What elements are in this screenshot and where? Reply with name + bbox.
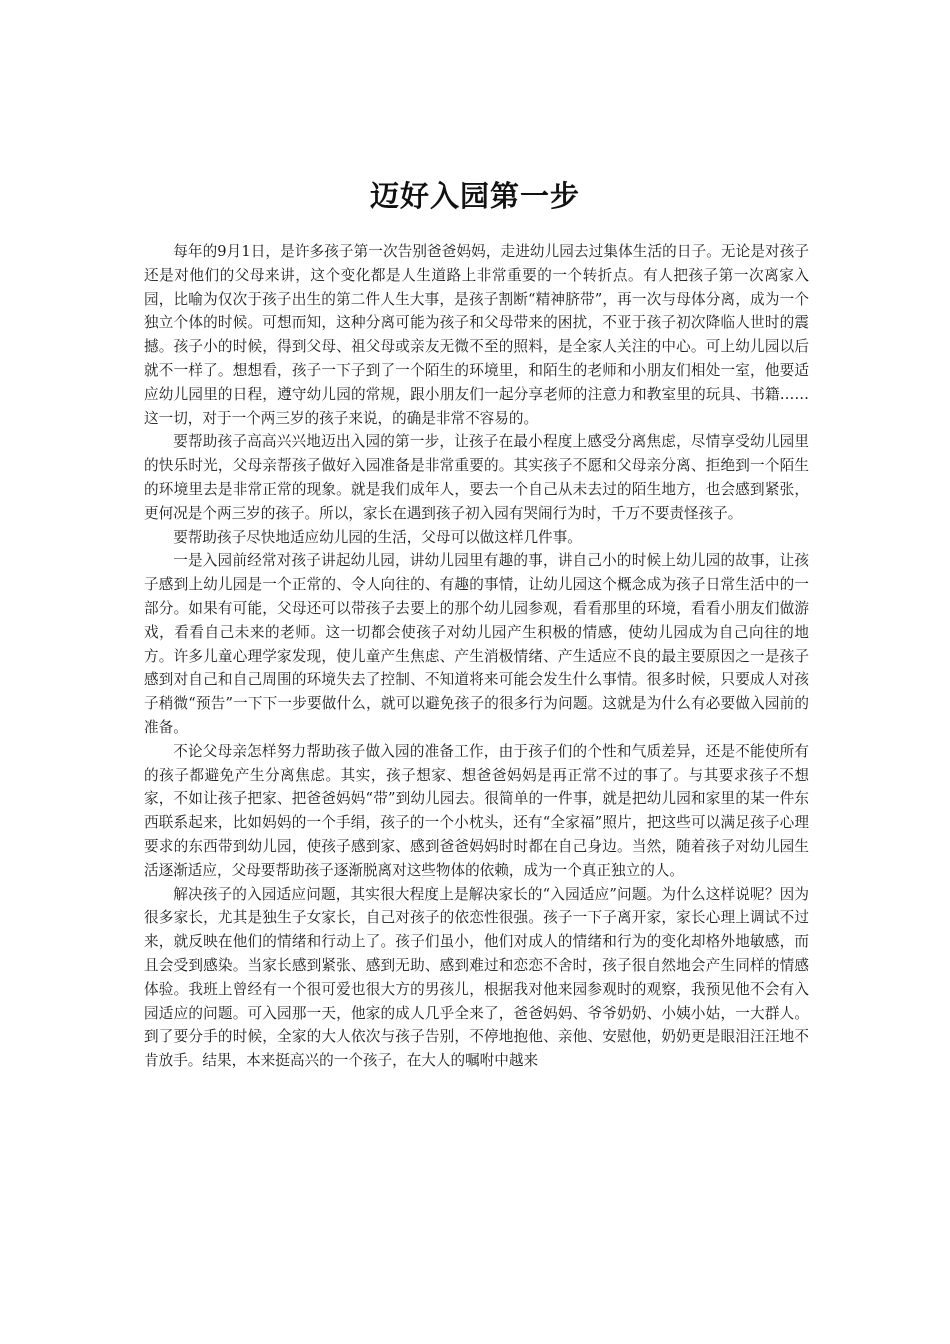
paragraph: 不论父母亲怎样努力帮助孩子做入园的准备工作，由于孩子们的个性和气质差异，还是不能使所有的孩子都避免产生分离焦虑。其实，孩子想家、想爸爸妈妈是再正常不过的事了。与其要求孩子不想家，不如让孩子把家、把爸爸妈妈“带”到幼儿园去。很简单的一件事，就是把幼儿园和家里的某一件东西联系起来，比如妈妈的一个手绢，孩子的一个小枕头，还有“全家福”照片，把这些可以满足孩子心理要求的东西带到幼儿园，使孩子感到家、感到爸爸妈妈时时都在自己身边。当然，随着孩子对幼儿园生活逐渐适应，父母要帮助孩子逐渐脱离对这些物体的依赖，成为一个真正独立的人。 [144, 742, 809, 879]
paragraph: 要帮助孩子尽快地适应幼儿园的生活，父母可以做这样几件事。 [173, 528, 582, 546]
paragraph: 解决孩子的入园适应问题，其实很大程度上是解决家长的“入园适应”问题。为什么这样说呢？因为很多家长，尤其是独生子女家长，自己对孩子的依恋性很强。孩子一下子离开家，家长心理上调试不过来，就反映在他们的情绪和行动上了。孩子们虽小，他们对成人的情绪和行为的变化却格外地敏感，而且会受到感染。当家长感到紧张、感到无助、感到难过和恋恋不舍时，孩子很自然地会产生同样的情感体验。我班上曾经有一个很可爱也很大方的男孩儿，根据我对他来园参观时的观察，我预见他不会有入园适应的问题。可入园那一天，他家的成人几乎全来了，爸爸妈妈、爷爷奶奶、小姨小姑，一大群人。到了要分手的时候，全家的大人依次与孩子告别，不停地抱他、亲他、安慰他，奶奶更是眼泪汪汪地不肯放手。结果，本来挺高兴的一个孩子，在大人的嘱咐中越来 [144, 885, 809, 1070]
paragraph: 一是入园前经常对孩子讲起幼儿园，讲幼儿园里有趣的事，讲自己小的时候上幼儿园的故事，让孩子感到上幼儿园是一个正常的、令人向往的、有趣的事情，让幼儿园这个概念成为孩子日常生活中的一部分。如果有可能，父母还可以带孩子去要上的那个幼儿园参观，看看那里的环境，看看小朋友们做游戏，看看自己未来的老师。这一切都会使孩子对幼儿园产生积极的情感，使幼儿园成为自己向往的地方。许多儿童心理学家发现，使儿童产生焦虑、产生消极情绪、产生适应不良的最主要原因之一是孩子感到对自己和自己周围的环境失去了控制、不知道将来可能会发生什么事情。很多时候，只要成人对孩子稍微“预告”一下下一步要做什么，就可以避免孩子的很多行为问题。这就是为什么有必要做入园前的准备。 [144, 552, 809, 736]
document-body [144, 240, 809, 1073]
paragraph: 每年的9月1日，是许多孩子第一次告别爸爸妈妈，走进幼儿园去过集体生活的日子。无论是对孩子还是对他们的父母来讲，这个变化都是人生道路上非常重要的一个转折点。有人把孩子第一次离家入园，比喻为仅次于孩子出生的第二件人生大事，是孩子割断“精神脐带”，再一次与母体分离，成为一个独立个体的时候。可想而知，这种分离可能为孩子和父母带来的困扰，不亚于孩子初次降临人世时的震撼。孩子小的时候，得到父母、祖父母或亲友无微不至的照料，是全家人关注的中心。可上幼儿园以后就不一样了。想想看，孩子一下子到了一个陌生的环境里，和陌生的老师和小朋友们相处一室，他要适应幼儿园里的日程，遵守幼儿园的常规，跟小朋友们一起分享老师的注意力和教室里的玩具、书籍……这一切，对于一个两三岁的孩子来说，的确是非常不容易的。 [144, 243, 809, 427]
paragraph: 要帮助孩子高高兴兴地迈出入园的第一步，让孩子在最小程度上感受分离焦虑，尽情享受幼儿园里的快乐时光，父母亲帮孩子做好入园准备是非常重要的。其实孩子不愿和父母亲分离、拒绝到一个陌生的环境里去是非常正常的现象。就是我们成年人，要去一个自己从未去过的陌生地方，也会感到紧张，更何况是个两三岁的孩子。所以，家长在遇到孩子初入园有哭闹行为时，千万不要责怪孩子。 [144, 433, 809, 522]
document-title: 迈好入园第一步 [369, 179, 580, 213]
